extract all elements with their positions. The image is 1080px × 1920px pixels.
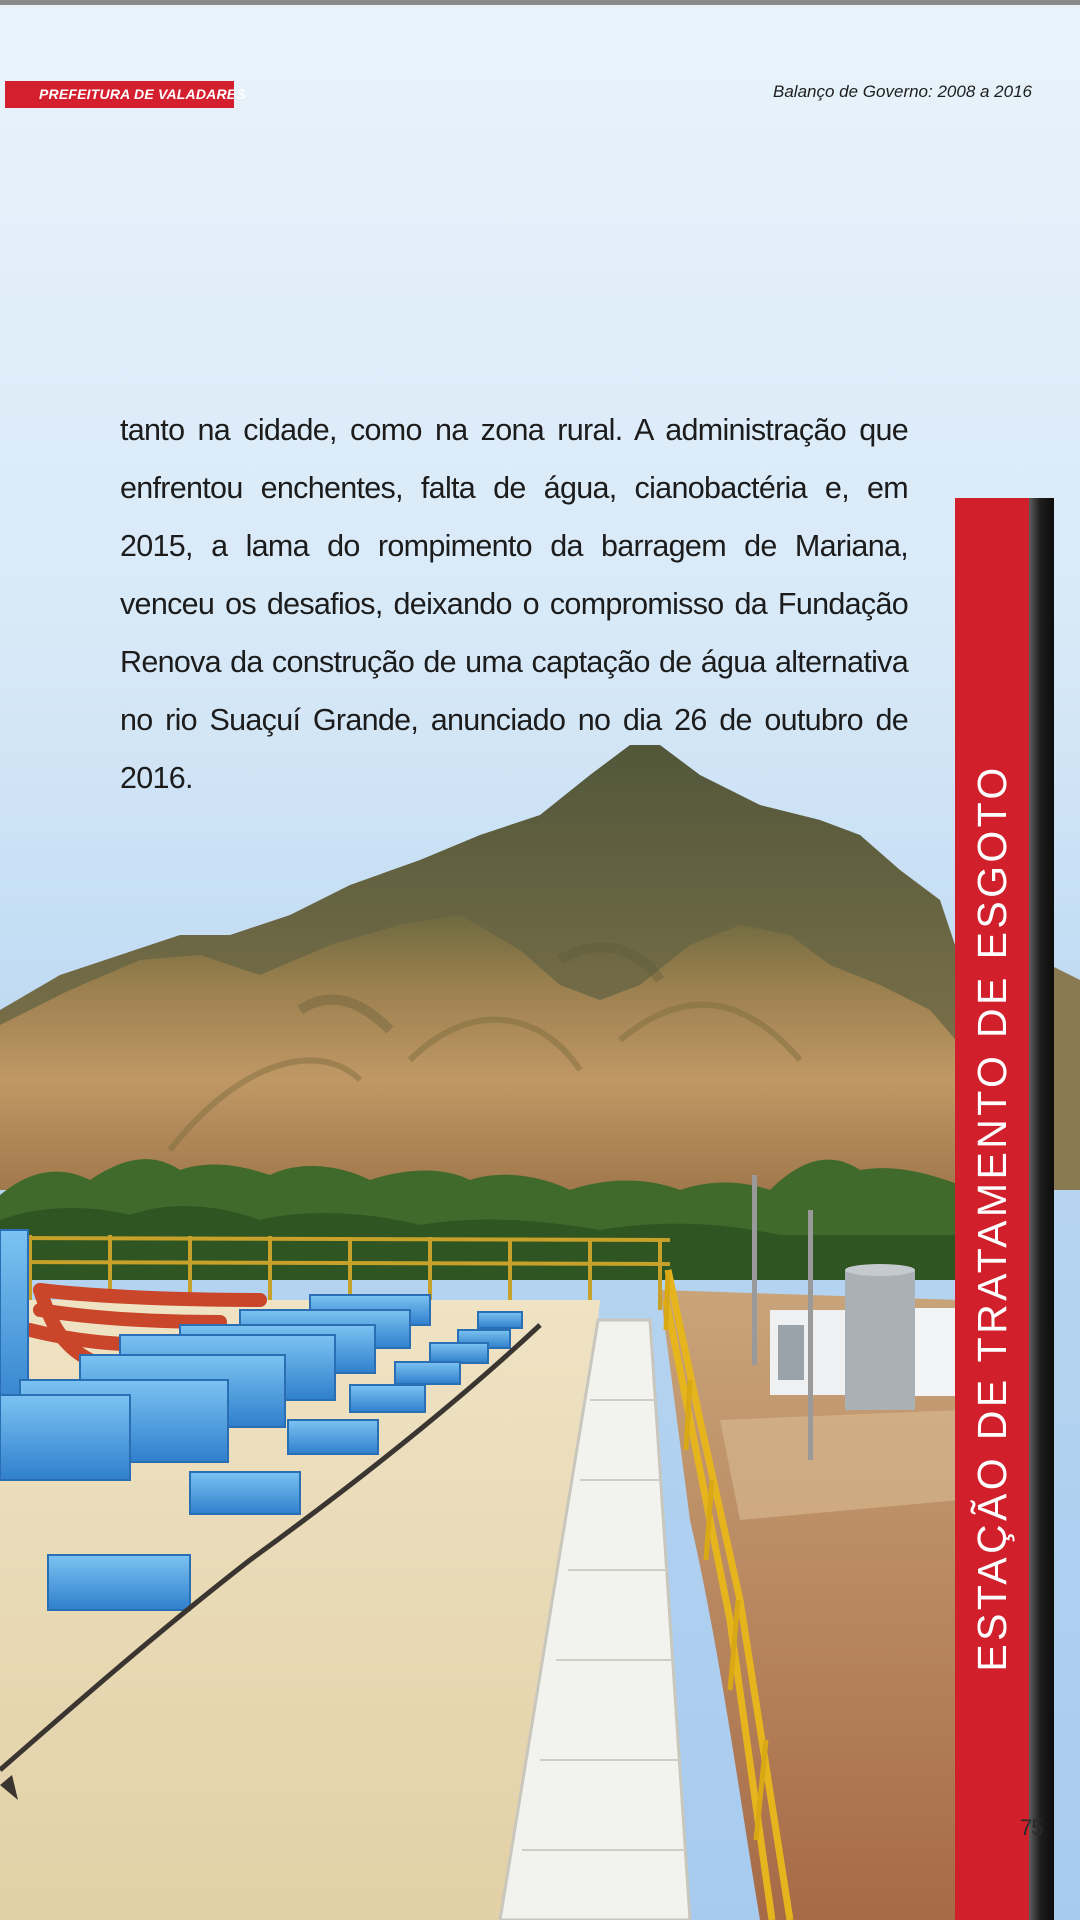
section-side-tab <box>955 498 1054 1920</box>
side-tab-shadow-band <box>1029 498 1054 1920</box>
page-number: 75 <box>1020 1815 1043 1840</box>
top-rule <box>0 0 1080 5</box>
publication-title: Balanço de Governo: 2008 a 2016 <box>773 82 1032 101</box>
article-paragraph: tanto na cidade, como na zona rural. A administração que enfrentou enchentes, falta de água, cianobactéria e, em 2015, a lama do rompimento da barragem de Mariana, venceu os desafios, deixando o compromisso da Fundação Renova da construção de uma captação de água alternativa no rio Suaçuí Grande, anunciado no dia 26 de outubro de 2016. <box>120 412 908 795</box>
section-title-vertical: ESTAÇÃO DE TRATAMENTO DE ESGOTO <box>969 764 1015 1672</box>
section-badge: PREFEITURA DE VALADARES <box>5 81 234 108</box>
